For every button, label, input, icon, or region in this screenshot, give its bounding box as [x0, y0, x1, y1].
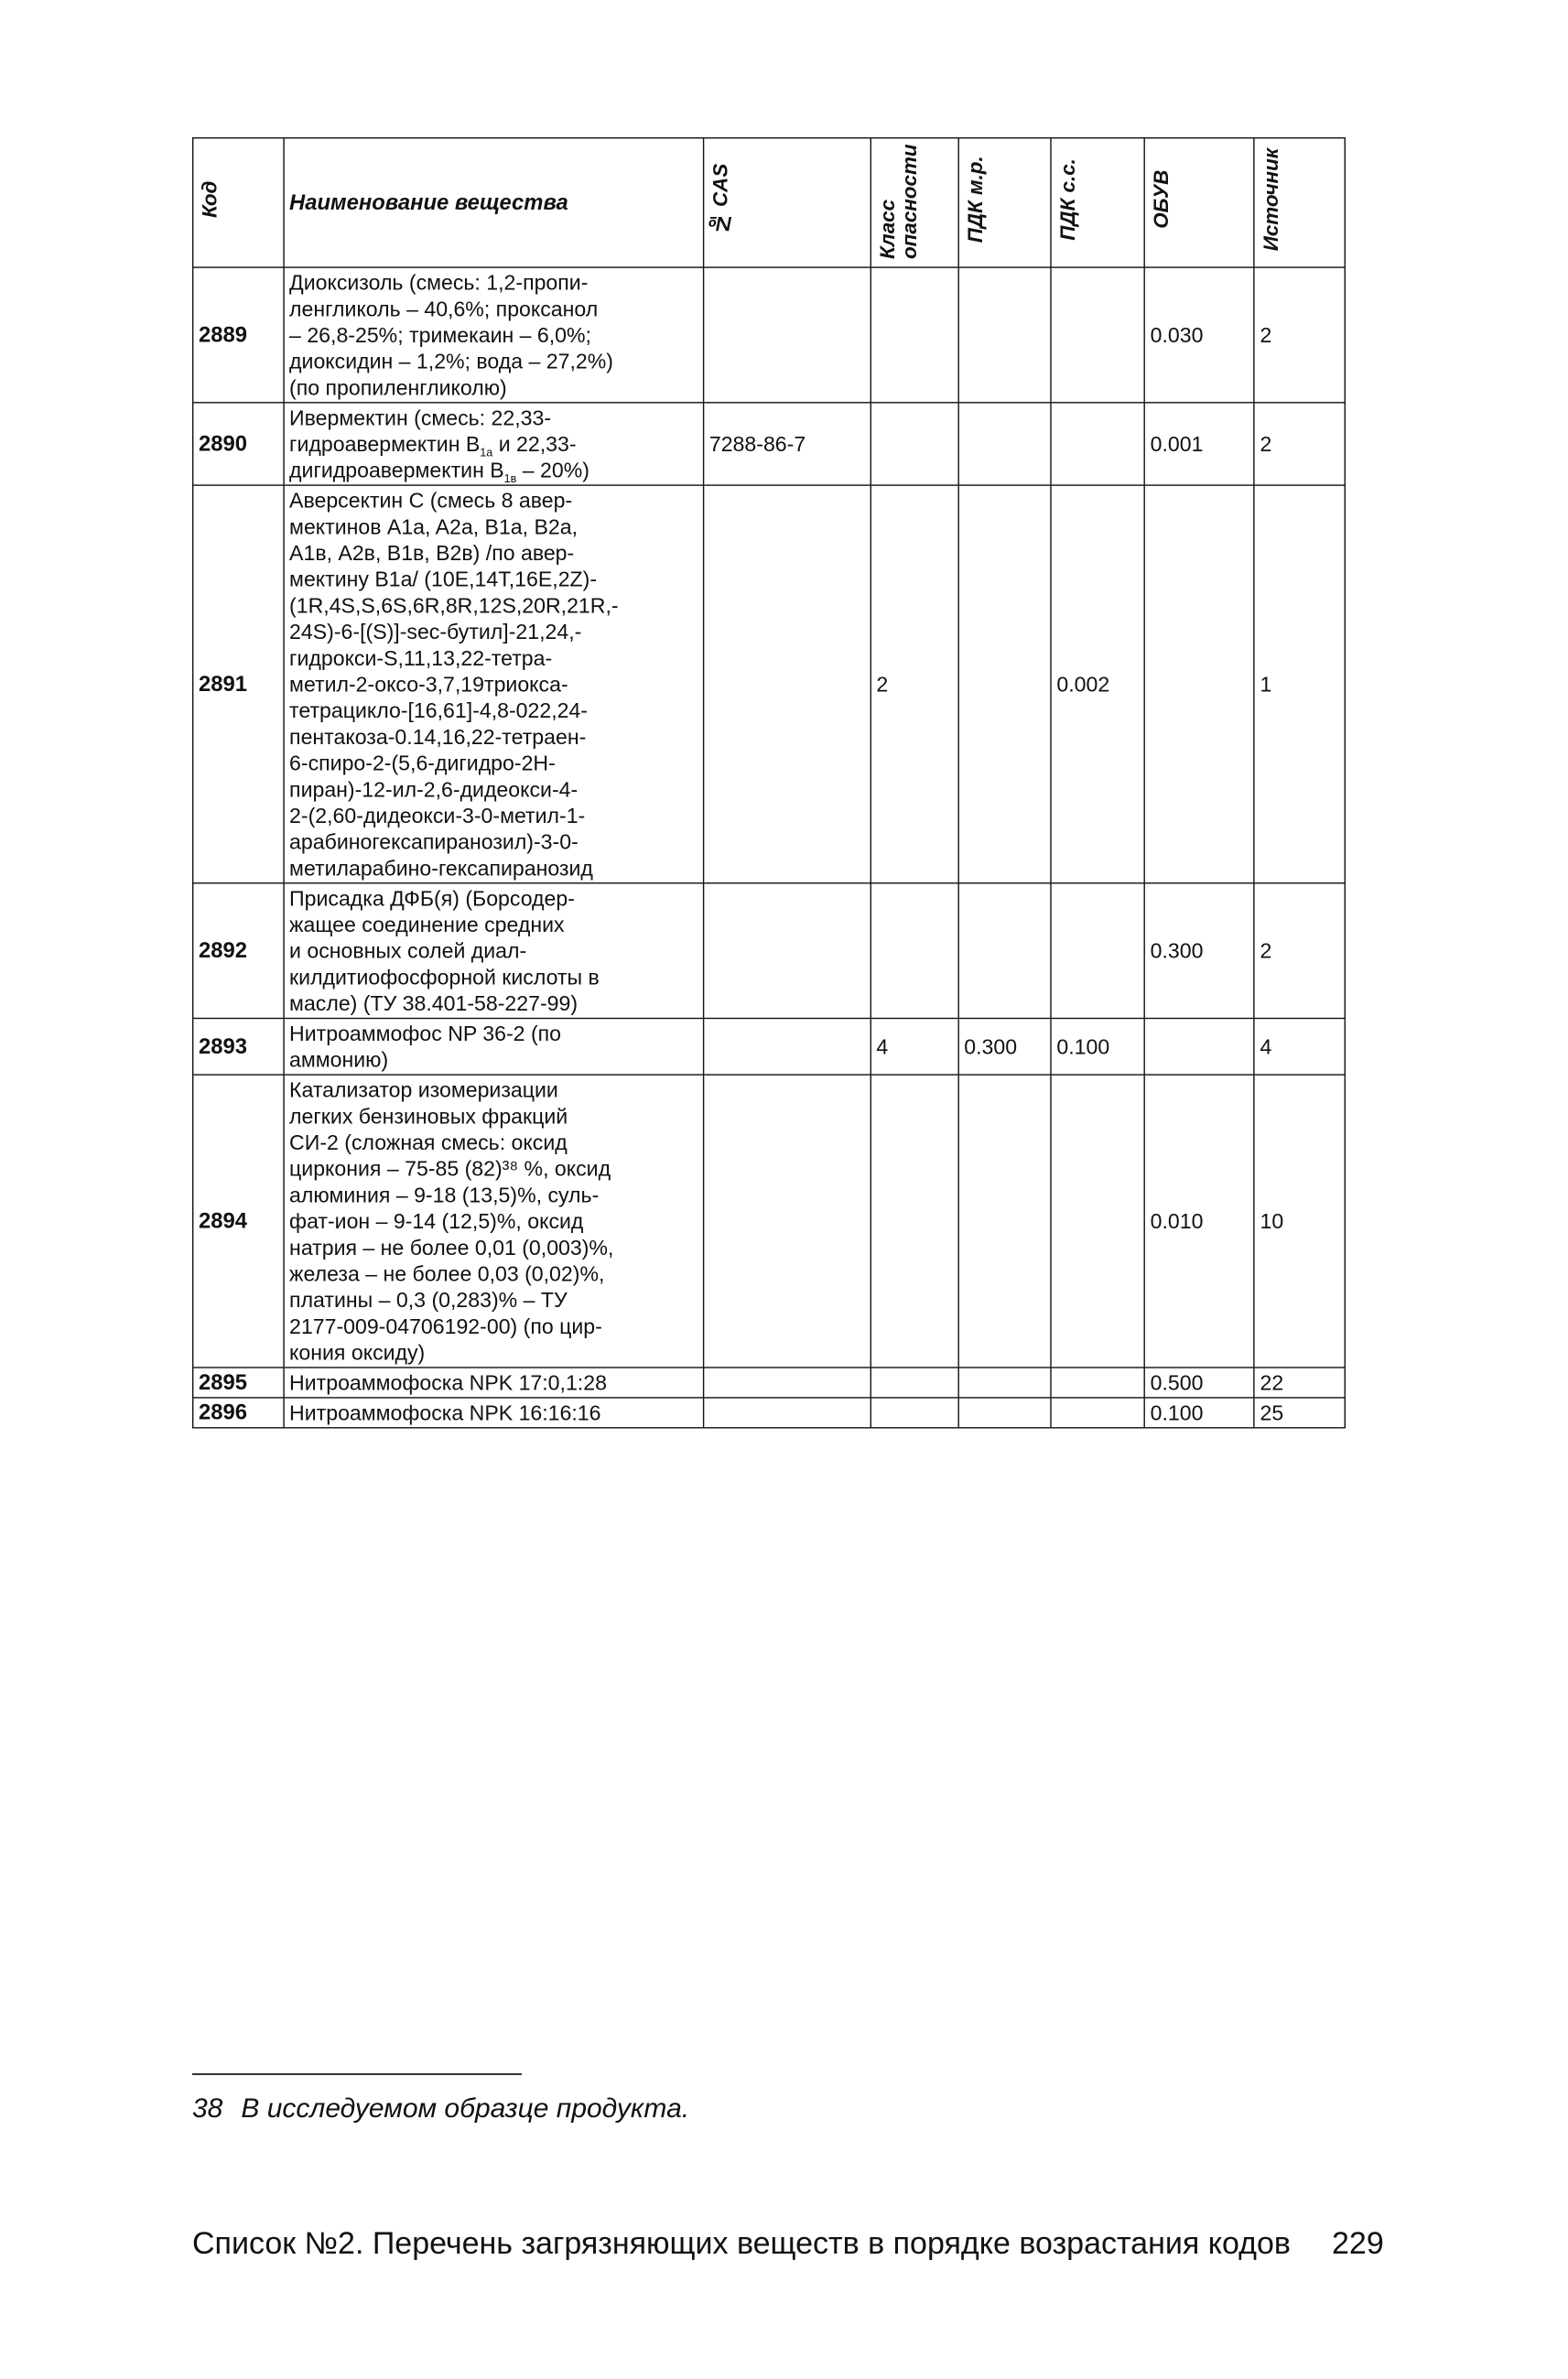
table-row	[193, 267, 1346, 403]
cell-source: 1	[1254, 485, 1345, 883]
table-row	[193, 1368, 1346, 1398]
cell-source: 2	[1254, 267, 1345, 403]
cell-code: 2892	[193, 883, 284, 1019]
header-hazard-class: Класс опасности	[871, 138, 958, 267]
cell-hazard-class: 2	[871, 485, 958, 883]
cell-code: 2889	[193, 267, 284, 403]
table-row	[193, 485, 1346, 883]
header-cas: № CAS	[704, 138, 871, 267]
cell-cas: 7288-86-7	[704, 403, 871, 485]
cell-cas	[704, 1368, 871, 1398]
cell-name: Нитроаммофоска NPK 16:16:16	[284, 1398, 704, 1428]
cell-code: 2896	[193, 1398, 284, 1428]
footnote	[192, 2093, 689, 2125]
table-row	[193, 1075, 1346, 1368]
cell-hazard-class	[871, 1368, 958, 1398]
cell-pdk-mr: 0.300	[958, 1019, 1051, 1076]
cell-obuv: 0.300	[1144, 883, 1254, 1019]
cell-pdk-ss	[1051, 1398, 1144, 1428]
cell-source: 25	[1254, 1398, 1345, 1428]
footnote-number: 38	[192, 2093, 223, 2124]
header-pdk-mr: ПДК м.р.	[958, 138, 1051, 267]
cell-code: 2891	[193, 485, 284, 883]
cell-source: 22	[1254, 1368, 1345, 1398]
header-pdk-ss: ПДК с.с.	[1051, 138, 1144, 267]
cell-pdk-mr	[958, 1075, 1051, 1368]
cell-pdk-ss	[1051, 403, 1144, 485]
footnote-divider	[192, 2073, 522, 2075]
cell-obuv: 0.001	[1144, 403, 1254, 485]
cell-name: Присадка ДФБ(я) (Борсодер- жащее соединение средних и основных солей диал- килдитиофосфорной кислоты в масле) (ТУ 38.401-58-227-99)	[284, 883, 704, 1019]
cell-cas	[704, 883, 871, 1019]
cell-cas	[704, 1019, 871, 1076]
substances-table	[192, 137, 1346, 1429]
cell-hazard-class	[871, 1075, 958, 1368]
cell-pdk-ss: 0.002	[1051, 485, 1144, 883]
cell-cas	[704, 1075, 871, 1368]
cell-hazard-class: 4	[871, 1019, 958, 1076]
cell-cas	[704, 485, 871, 883]
cell-obuv	[1144, 485, 1254, 883]
cell-source: 10	[1254, 1075, 1345, 1368]
header-source: Источник	[1254, 138, 1345, 267]
cell-name: Катализатор изомеризации легких бензиновых фракций СИ-2 (сложная смесь: оксид циркония – 75-85 (82)³⁸ %, оксид алюминия – 9-18 (13,5)%, суль- фат-ион – 9-14 (12,5)%, оксид натрия – не более 0,01 (0,003)%, железа – не более 0,03 (0,02)%, платины – 0,3 (0,283)% – ТУ 2177-009-04706192-00) (по цир- кония оксиду)	[284, 1075, 704, 1368]
cell-hazard-class	[871, 1398, 958, 1428]
cell-obuv: 0.500	[1144, 1368, 1254, 1398]
table-row	[193, 403, 1346, 485]
header-name: Наименование вещества	[284, 138, 704, 267]
cell-source: 4	[1254, 1019, 1345, 1076]
cell-pdk-ss	[1051, 883, 1144, 1019]
cell-pdk-ss: 0.100	[1051, 1019, 1144, 1076]
cell-pdk-mr	[958, 485, 1051, 883]
cell-hazard-class	[871, 267, 958, 403]
cell-code: 2894	[193, 1075, 284, 1368]
cell-hazard-class	[871, 403, 958, 485]
cell-code: 2893	[193, 1019, 284, 1076]
cell-obuv	[1144, 1019, 1254, 1076]
cell-pdk-mr	[958, 1368, 1051, 1398]
cell-pdk-mr	[958, 1398, 1051, 1428]
cell-pdk-ss	[1051, 1075, 1144, 1368]
cell-obuv: 0.030	[1144, 267, 1254, 403]
header-obuv: ОБУВ	[1144, 138, 1254, 267]
cell-hazard-class	[871, 883, 958, 1019]
cell-name: Нитроаммофос NP 36-2 (по аммонию)	[284, 1019, 704, 1076]
cell-code: 2895	[193, 1368, 284, 1398]
cell-obuv: 0.100	[1144, 1398, 1254, 1428]
running-footer-title: Список №2. Перечень загрязняющих веществ в порядке возрастания кодов	[192, 2226, 1291, 2261]
cell-cas	[704, 1398, 871, 1428]
table-row	[193, 1398, 1346, 1428]
cell-pdk-ss	[1051, 267, 1144, 403]
cell-name: Ивермектин (смесь: 22,33- гидроавермектин $B_{1a}$ и 22,33- дигидроавермектин $B_{1в} - 20\%$)	[284, 403, 704, 485]
table-row	[193, 883, 1346, 1019]
cell-name: Аверсектин С (смесь 8 авер- мектинов A1a, A2a, B1a, B2a, A1в, A2в, B1в, B2в) /по авер- мектину B1a/ (10E,14T,16E,2Z)- (1R,4S,S,6S,6R,8R,12S,20R,21R,- 24S)-6-[(S)]-sec-бутил]-21,24,- гидрокси-S,11,13,22-тетра- метил-2-оксо-3,7,19триокса- тетрацикло-[16,61]-4,8-022,24- пентакоза-0.14,16,22-тетраен- 6-спиро-2-(5,6-дигидро-2H- пиран)-12-ил-2,6-дидеокси-4- 2-(2,60-дидеокси-3-0-метил-1- арабиногексапиранозил)-3-0- метиларабино-гексапиранозид	[284, 485, 704, 883]
cell-name: Нитроаммофоска NPK 17:0,1:28	[284, 1368, 704, 1398]
cell-pdk-mr	[958, 883, 1051, 1019]
table-row	[193, 1019, 1346, 1076]
table-header-row	[193, 138, 1346, 267]
cell-name: Диоксизоль (смесь: 1,2-пропи- ленгликоль – 40,6%; проксанол – 26,8-25%; тримекаин – 6,0%; диоксидин – 1,2%; вода – 27,2%) (по пропиленгликолю)	[284, 267, 704, 403]
cell-code: 2890	[193, 403, 284, 485]
header-code: Код	[193, 138, 284, 267]
cell-cas	[704, 267, 871, 403]
cell-source: 2	[1254, 403, 1345, 485]
cell-source: 2	[1254, 883, 1345, 1019]
cell-obuv: 0.010	[1144, 1075, 1254, 1368]
page-number: 229	[1332, 2226, 1384, 2261]
cell-pdk-mr	[958, 267, 1051, 403]
footnote-text: В исследуемом образце продукта.	[241, 2093, 690, 2124]
cell-pdk-ss	[1051, 1368, 1144, 1398]
cell-pdk-mr	[958, 403, 1051, 485]
